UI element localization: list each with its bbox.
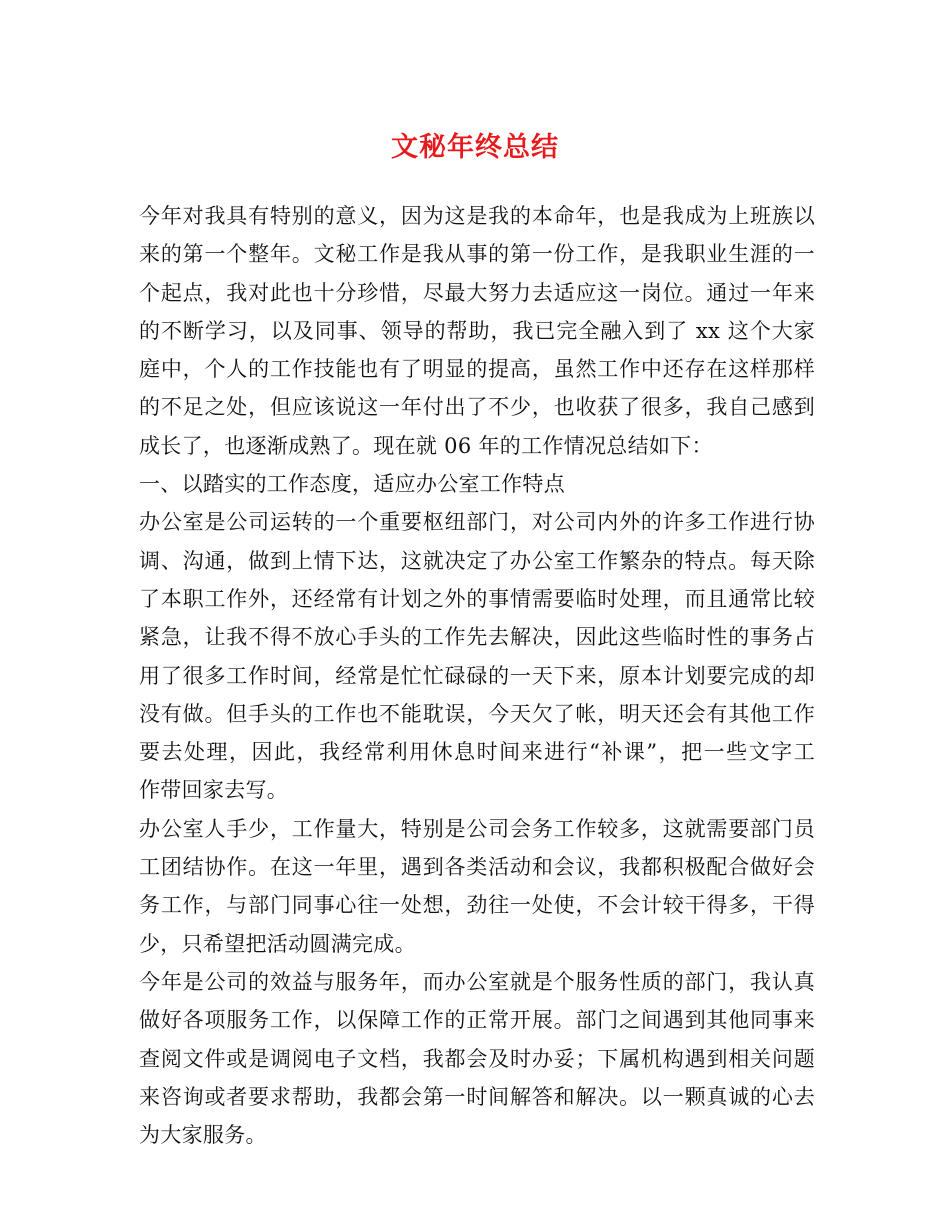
body-line: 个起点，我对此也十分珍惜，尽最大努力去适应这一岗位。通过一年来 [139,280,815,305]
body-line: 没有做。但手头的工作也不能耽误，今天欠了帐，明天还会有其他工作 [139,701,815,726]
body-line: 庭中，个人的工作技能也有了明显的提高，虽然工作中还存在这样那样 [139,357,815,382]
body-line: 用了很多工作时间，经常是忙忙碌碌的一天下来，原本计划要完成的却 [139,663,815,688]
body-line: 办公室是公司运转的一个重要枢纽部门，对公司内外的许多工作进行协 [139,510,815,535]
body-line: 一、以踏实的工作态度，适应办公室工作特点 [139,472,565,497]
body-line: 调、沟通，做到上情下达，这就决定了办公室工作繁杂的特点。每天除 [139,548,815,573]
body-line: 了本职工作外，还经常有计划之外的事情需要临时处理，而且通常比较 [139,586,815,611]
body-line: 做好各项服务工作，以保障工作的正常开展。部门之间遇到其他同事来 [139,1008,815,1033]
body-line: 查阅文件或是调阅电子文档，我都会及时办妥；下属机构遇到相关问题 [139,1046,815,1071]
body-line: 务工作，与部门同事心往一处想，劲往一处使，不会计较干得多，干得 [139,893,815,918]
body-line: 今年对我具有特别的意义，因为这是我的本命年，也是我成为上班族以 [139,204,815,228]
body-line: 作带回家去写。 [139,778,289,803]
document-body [139,197,815,1154]
body-line: 工团结协作。在这一年里，遇到各类活动和会议，我都积极配合做好会 [139,855,815,880]
body-line: 来的第一个整年。文秘工作是我从事的第一份工作，是我职业生涯的一 [139,242,815,267]
body-line: 办公室人手少，工作量大，特别是公司会务工作较多，这就需要部门员 [139,816,815,841]
body-line: 的不断学习，以及同事、领导的帮助，我已完全融入到了 xx 这个大家 [139,318,815,343]
body-line: 少，只希望把活动圆满完成。 [139,931,416,956]
document-title: 文秘年终总结 [391,132,559,163]
body-line: 要去处理，因此，我经常利用休息时间来进行“补课”，把一些文字工 [139,740,815,765]
body-line: 今年是公司的效益与服务年，而办公室就是个服务性质的部门，我认真 [139,969,815,994]
body-line: 为大家服务。 [139,1123,267,1148]
body-line: 的不足之处，但应该说这一年付出了不少，也收获了很多，我自己感到 [139,395,815,420]
body-line: 紧急，让我不得不放心手头的工作先去解决，因此这些临时性的事务占 [139,625,815,650]
body-line: 来咨询或者要求帮助，我都会第一时间解答和解决。以一颗真诚的心去 [139,1084,815,1109]
body-line: 成长了，也逐渐成熟了。现在就 06 年的工作情况总结如下： [139,433,713,458]
